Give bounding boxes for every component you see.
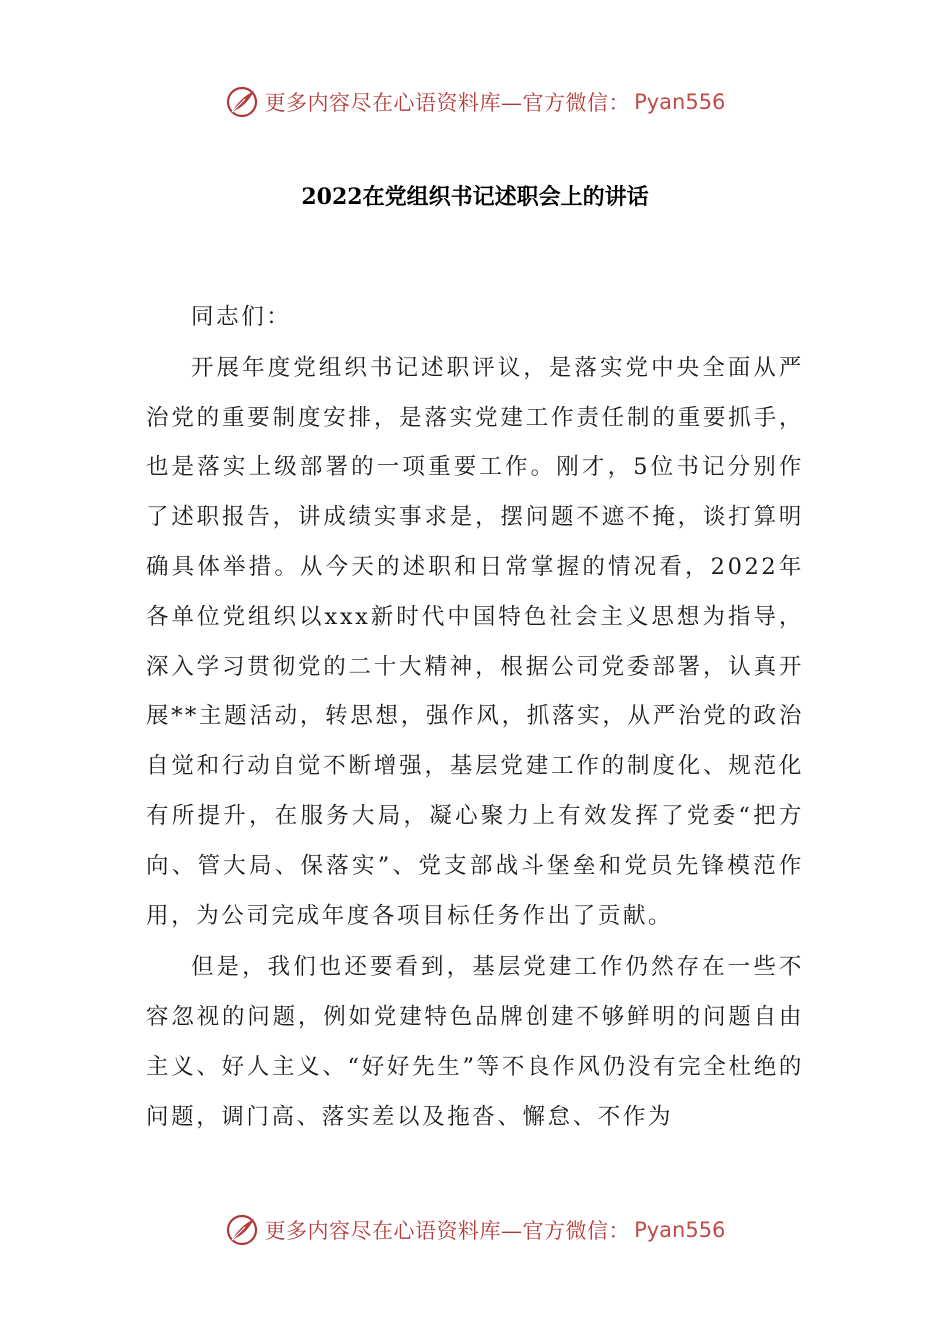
header-watermark [0,82,950,122]
page-title: 2022在党组织书记述职会上的讲话 [301,184,649,210]
feather-quill-icon [225,1213,259,1247]
watermark-wechat-id: Pyan556 [634,1218,726,1242]
feather-quill-icon [225,85,259,119]
greeting: 同志们： [191,304,292,330]
paragraph-1: 开展年度党组织书记述职评议，是落实党中央全面从严治党的重要制度安排，是落实党建工作责任制的重要抓手，也是落实上级部署的一项重要工作。刚才，5位书记分别作了述职报告，讲成绩实事求是，摆问题不遮不掩，谈打算明确具体举措。从今天的述职和日常掌握的情况看，2022年各单位党组织以xxx新时代中国特色社会主义思想为指导，深入学习贯彻党的二十大精神，根据公司党委部署，认真开展**主题活动，转思想，强作风，抓落实，从严治党的政治自觉和行动自觉不断增强，基层党建工作的制度化、规范化有所提升，在服务大局，凝心聚力上有效发挥了党委“把方向、管大局、保落实”、党支部战斗堡垒和党员先锋模范作用，为公司完成年度各项目标任务作出了贡献。 [146,354,804,929]
watermark-text: 更多内容尽在心语资料库—官方微信： [264,1219,631,1243]
paragraph-2: 但是，我们也还要看到，基层党建工作仍然存在一些不容忽视的问题，例如党建特色品牌创建不够鲜明的问题自由主义、好人主义、“好好先生”等不良作风仍没有完全杜绝的问题，调门高、落实差以及拖沓、懈怠、不作为 [146,954,804,1130]
watermark-text: 更多内容尽在心语资料库—官方微信： [264,91,631,115]
footer-watermark [0,1210,950,1250]
document-body [146,293,804,1145]
watermark-wechat-id: Pyan556 [634,90,726,114]
